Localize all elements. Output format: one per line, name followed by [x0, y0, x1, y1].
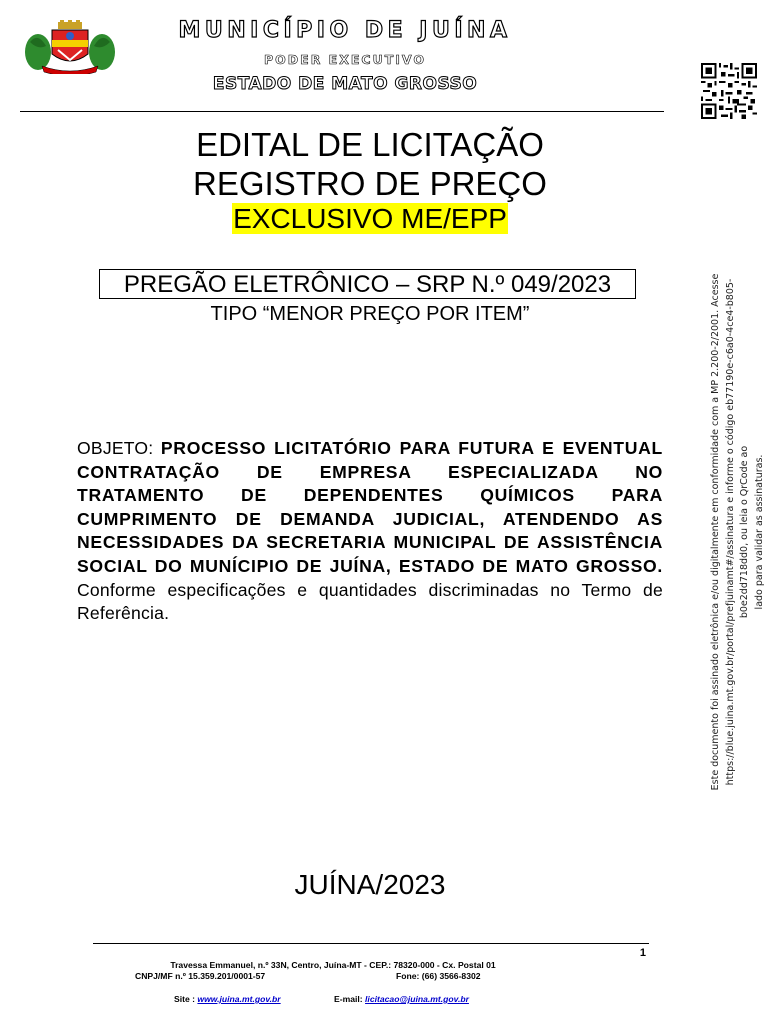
- objeto-reference: Conforme especificações e quantidades discriminadas no Termo de Referência.: [77, 579, 663, 624]
- footer-address: Travessa Emmanuel, n.º 33N, Centro, Juína-MT - CEP.: 78320-000 - Cx. Postal 01: [170, 960, 496, 970]
- municipality-name: MUNICÍPIO DE JUÍNA: [178, 18, 512, 43]
- signature-note-line1: Este documento foi assinado eletrônica e/ou digitalmente em conformidade com a MP 2.200-2/2001. Acesse: [710, 273, 721, 791]
- qr-code-icon: [701, 63, 757, 119]
- site-label: Site :: [174, 994, 196, 1004]
- signature-verification-note: [709, 252, 765, 812]
- site-link[interactable]: www.juina.mt.gov.br: [197, 994, 281, 1004]
- footer-divider: [93, 943, 649, 944]
- exclusive-highlight: EXCLUSIVO ME/EPP: [233, 203, 507, 234]
- header-divider: [20, 111, 664, 112]
- objeto-description: PROCESSO LICITATÓRIO PARA FUTURA E EVENTUAL CONTRATAÇÃO DE EMPRESA ESPECIALIZADA NO TRATAMENTO DE DEPENDENTES QUÍMICOS PARA CUMPRIMENTO DE DEMANDA JUDICIAL, ATENDENDO AS NECESSIDADES DA SECRETARIA MUNICIPAL DE ASSISTÊNCIA SOCIAL DO MUNÍCIPIO DE JUÍNA, ESTADO DE MATO GROSSO.: [77, 438, 663, 576]
- footer-email: [334, 994, 469, 1004]
- city-year: JUÍNA/2023: [294, 869, 446, 900]
- footer-phone: Fone: (66) 3566-8302: [396, 971, 481, 981]
- executive-branch: PODER EXECUTIVO: [264, 52, 426, 67]
- signature-note-line3: lado para validar as assinaturas.: [753, 454, 765, 610]
- document-title-line2: REGISTRO DE PREÇO: [193, 165, 547, 202]
- municipal-crest-logo: [24, 20, 116, 74]
- footer-site: [174, 994, 281, 1004]
- email-link[interactable]: licitacao@juina.mt.gov.br: [365, 994, 469, 1004]
- objeto-paragraph: [77, 437, 663, 626]
- state-name: ESTADO DE MATO GROSSO: [212, 74, 478, 94]
- exclusive-notice: [60, 203, 680, 235]
- document-title-line1: EDITAL DE LICITAÇÃO: [196, 126, 544, 163]
- signature-note-line2: https://blue.juina.mt.gov.br/portal/prefjuinamt#/assinatura e informe o código eb77190e-c6a0-4ce4-b805-b0e2dd718dd0, ou leia o QrCode ao: [724, 278, 750, 786]
- tipo-line: TIPO “MENOR PREÇO POR ITEM”: [210, 303, 530, 325]
- pregao-number-box: PREGÃO ELETRÔNICO – SRP N.º 049/2023: [99, 269, 636, 299]
- email-label: E-mail:: [334, 994, 363, 1004]
- page-number: 1: [639, 947, 646, 959]
- footer-cnpj: CNPJ/MF n.º 15.359.201/0001-57: [135, 971, 266, 981]
- objeto-label: OBJETO:: [77, 438, 154, 458]
